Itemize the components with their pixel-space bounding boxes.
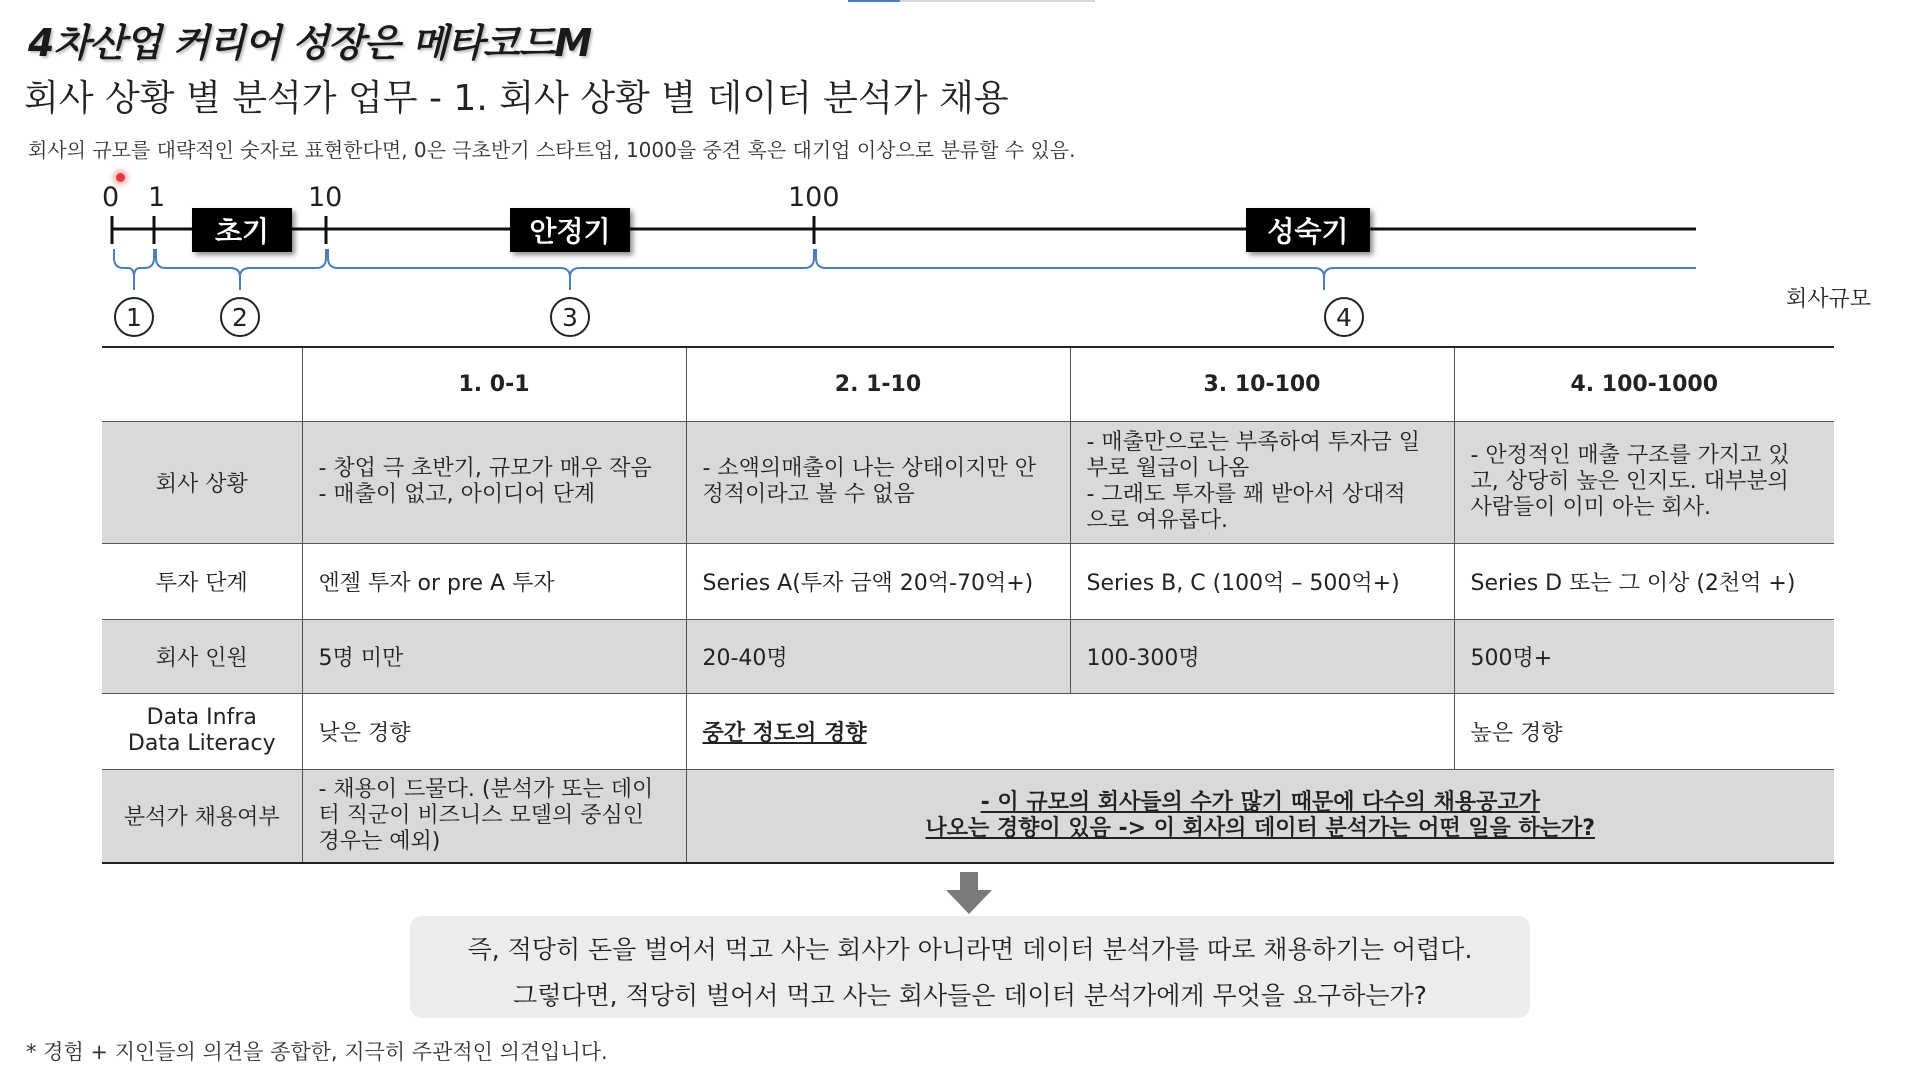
- table-header-row: [102, 347, 1834, 421]
- marker-4: 4: [1324, 297, 1364, 337]
- cell-investment-3: Series B, C (100억 – 500억+): [1070, 543, 1454, 619]
- row-label-line: Data Infra: [146, 705, 257, 730]
- footnote: * 경험 + 지인들의 의견을 종합한, 지극히 주관적인 의견입니다.: [26, 1040, 608, 1064]
- down-arrow-icon: [946, 872, 992, 914]
- intro-text: 회사의 규모를 대략적인 숫자로 표현한다면, 0은 극초반기 스타트업, 1000을 중견 혹은 대기업 이상으로 분류할 수 있음.: [28, 138, 1076, 162]
- cell-line: 고, 상당히 높은 인지도. 대부분의: [1470, 469, 1789, 494]
- cell-investment-1: 엔젤 투자 or pre A 투자: [302, 543, 686, 619]
- axis-label-company-size: 회사규모: [1786, 287, 1872, 312]
- cell-line: 경우는 예외): [318, 828, 441, 854]
- cell-line: 정적이라고 볼 수 없음: [702, 482, 915, 507]
- cell-headcount-1: 5명 미만: [302, 619, 686, 693]
- cell-headcount-2: 20-40명: [686, 619, 1070, 693]
- cell-hiring-2-4: [686, 769, 1834, 863]
- tick-label-100: 100: [788, 182, 840, 213]
- cell-line: - 매출만으로는 부족하여 투자금 일: [1086, 430, 1420, 455]
- header-stage-1: 1. 0-1: [302, 347, 686, 421]
- row-label-line: Data Literacy: [127, 731, 276, 756]
- cell-situation-2: [686, 421, 1070, 543]
- table-row-situation: [102, 421, 1834, 543]
- tick-label-0: 0: [102, 182, 120, 213]
- cell-line: - 창업 극 초반기, 규모가 매우 작음: [318, 456, 652, 481]
- marker-3: 3: [550, 297, 590, 337]
- cell-line: 으로 여유롭다.: [1086, 508, 1228, 533]
- tick-label-1: 1: [148, 182, 166, 213]
- header-empty: [102, 347, 302, 421]
- cell-data-infra-4: 높은 경향: [1454, 693, 1834, 769]
- cell-line: - 채용이 드물다. (분석가 또는 데이: [318, 776, 654, 802]
- header-stage-4: 4. 100-1000: [1454, 347, 1834, 421]
- cell-headcount-3: 100-300명: [1070, 619, 1454, 693]
- table-row-hiring: [102, 769, 1834, 863]
- header-stage-2: 2. 1-10: [686, 347, 1070, 421]
- cell-data-infra-2-3: [686, 693, 1454, 769]
- row-label-data-infra: [102, 693, 302, 769]
- row-label-situation: 회사 상황: [102, 421, 302, 543]
- cell-investment-4: Series D 또는 그 이상 (2천억 +): [1454, 543, 1834, 619]
- tick-label-10: 10: [308, 182, 343, 213]
- marker-1: 1: [114, 297, 154, 337]
- cell-investment-2: Series A(투자 금액 20억-70억+): [686, 543, 1070, 619]
- cell-hiring-1: [302, 769, 686, 863]
- stage-stable: 안정기: [510, 208, 630, 252]
- cell-headcount-4: 500명+: [1454, 619, 1834, 693]
- marker-2: 2: [220, 297, 260, 337]
- table-row-headcount: [102, 619, 1834, 693]
- row-label-headcount: 회사 인원: [102, 619, 302, 693]
- row-label-investment: 투자 단계: [102, 543, 302, 619]
- cursor-dot: [116, 173, 125, 182]
- cell-data-infra-1: 낮은 경향: [302, 693, 686, 769]
- company-size-timeline: [0, 180, 1920, 340]
- cell-line: 부로 월급이 나옴: [1086, 456, 1250, 481]
- summary-box: [410, 916, 1530, 1018]
- cell-line: 터 직군이 비즈니스 모델의 중심인: [318, 802, 645, 828]
- cell-situation-4: [1454, 421, 1834, 543]
- brand-title: 4차산업 커리어 성장은 메타코드M: [28, 21, 592, 65]
- stage-mature: 성숙기: [1246, 208, 1370, 252]
- cell-line: - 이 규모의 회사들의 수가 많기 때문에 다수의 채용공고가: [980, 789, 1540, 815]
- cell-situation-1: [302, 421, 686, 543]
- table-row-investment: [102, 543, 1834, 619]
- summary-line-1: 즉, 적당히 돈을 벌어서 먹고 사는 회사가 아니라면 데이터 분석가를 따로 채용하기는 어렵다.: [467, 935, 1473, 964]
- timeline-axis: [0, 180, 1920, 340]
- cell-situation-3: [1070, 421, 1454, 543]
- cell-line: - 매출이 없고, 아이디어 단계: [318, 482, 596, 507]
- cell-line: - 소액의매출이 나는 상태이지만 안: [702, 456, 1036, 481]
- cell-line: 나오는 경향이 있음 -> 이 회사의 데이터 분석가는 어떤 일을 하는가?: [925, 815, 1595, 841]
- stage-early: 초기: [192, 208, 292, 252]
- comparison-table: [102, 346, 1834, 864]
- top-progress-line: [0, 0, 1920, 2]
- table-row-data-infra: [102, 693, 1834, 769]
- page-title: 회사 상황 별 분석가 업무 - 1. 회사 상황 별 데이터 분석가 채용: [24, 78, 1009, 119]
- cell-line: 사람들이 이미 아는 회사.: [1470, 495, 1711, 520]
- cell-data-infra-mid-text: 중간 정도의 경향: [702, 720, 867, 746]
- cell-line: - 그래도 투자를 꽤 받아서 상대적: [1086, 482, 1406, 507]
- cell-line: - 안정적인 매출 구조를 가지고 있: [1470, 443, 1790, 468]
- header-stage-3: 3. 10-100: [1070, 347, 1454, 421]
- summary-line-2: 그렇다면, 적당히 벌어서 먹고 사는 회사들은 데이터 분석가에게 무엇을 요구하는가?: [513, 981, 1427, 1010]
- row-label-hiring: 분석가 채용여부: [102, 769, 302, 863]
